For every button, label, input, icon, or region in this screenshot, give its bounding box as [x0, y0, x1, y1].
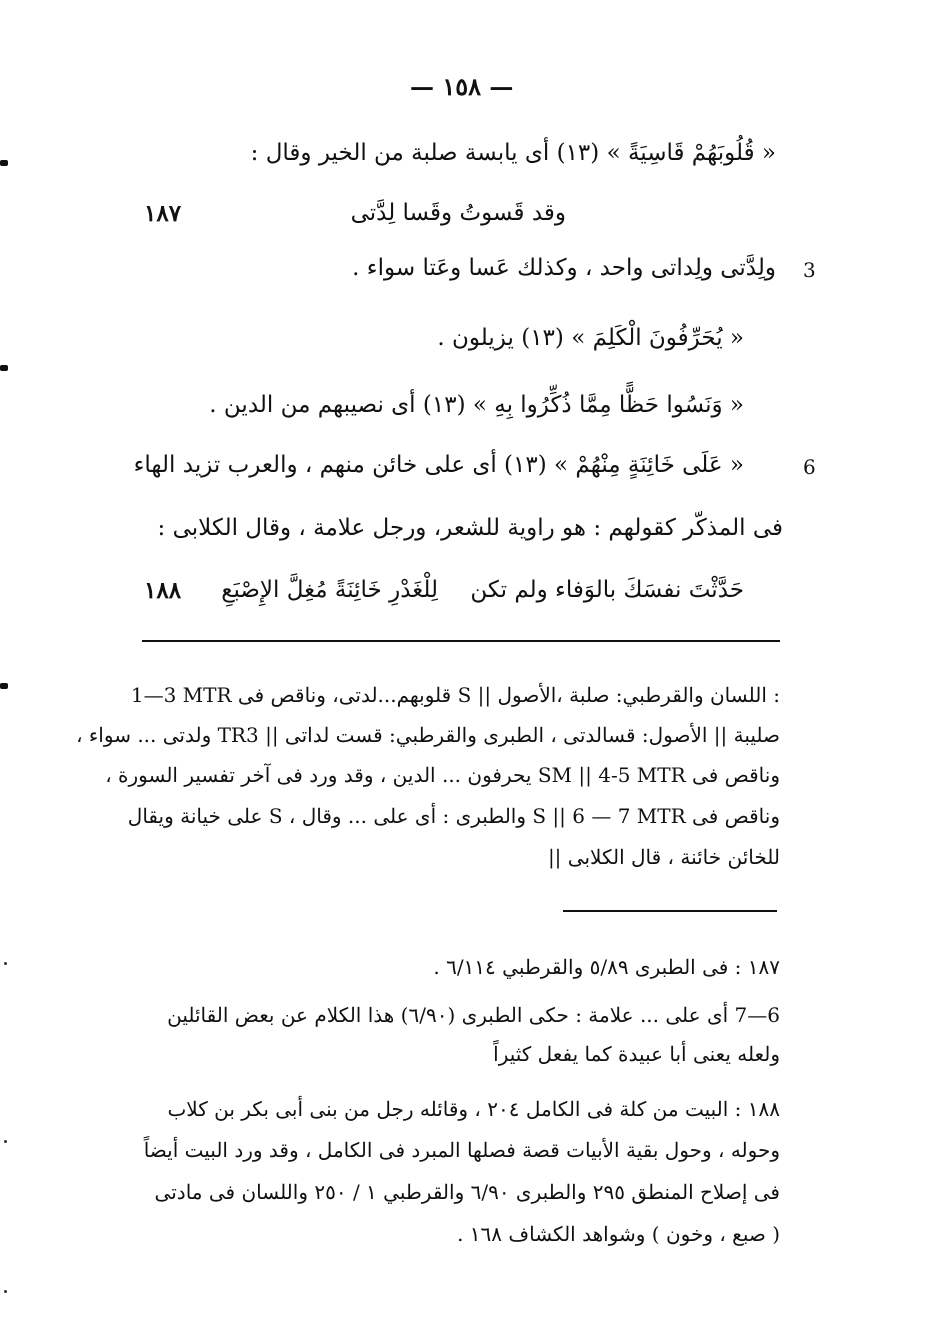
scan-dot: [4, 1140, 7, 1143]
scan-dot: [4, 1290, 7, 1293]
scan-dot: [4, 962, 7, 965]
notes-divider: [563, 910, 777, 912]
note-188-line-1: ١٨٨ : البيت من كلة فى الكامل ٢٠٤ ، وقائله رجل من بنى أبى بكر بن كلاب: [167, 1097, 780, 1121]
apparatus-line-2: صليبة || الأصول: قسالدتى ، الطبرى والقرطبي: قست لداتى || TR3 ولدتى ... سواء ،: [76, 723, 780, 747]
note-6-7-line-1: 6—7 أى على ... علامة : حكى الطبرى (٦/٩٠) هذا الكلام عن بعض القائلين: [167, 1003, 780, 1027]
scan-mark: [0, 365, 8, 371]
margin-line-3: 3: [803, 258, 816, 282]
apparatus-line-1: 1—3 MTR قلوبهم...لدتى، وناقص فى S || اللسان والقرطبي: صلبة ،الأصول :: [130, 683, 780, 707]
text-line-5: « وَنَسُوا حَظًّا مِمَّا ذُكِّرُوا بِهِ » (١٣) أى نصيبهم من الدين .: [209, 392, 744, 418]
apparatus-line-3: وناقص فى SM || 4-5 MTR يحرفون ... الدين ، وقد ورد فى آخر تفسير السورة ،: [105, 763, 780, 787]
verse-line-187: وقد قَسوتُ وقَسا لِدَّتى: [350, 200, 566, 226]
scan-mark: [0, 683, 8, 689]
text-line-4: « يُحَرِّفُونَ الْكَلِمَ » (١٣) يزيلون .: [437, 325, 744, 351]
verse-hemistich-right: حَدَّثْتَ نفسَكَ بالوَفاء ولم تكن: [470, 577, 744, 603]
text-line-7: فى المذكّر كقولهم : هو راوية للشعر، ورجل علامة ، وقال الكلابى :: [157, 515, 783, 541]
verse-number-187: ١٨٧: [144, 200, 182, 227]
text-line-1: « قُلُوبَهُمْ قَاسِيَةً » (١٣) أى يابسة صلبة من الخير وقال :: [250, 140, 776, 166]
text-line-6: « عَلَى خَائِنَةٍ مِنْهُمْ » (١٣) أى على خائن منهم ، والعرب تزيد الهاء: [133, 452, 744, 478]
text-line-3: ولِدَّتى ولِداتى واحد ، وكذلك عَسا وعَتا سواء .: [352, 255, 776, 281]
margin-line-6: 6: [803, 455, 816, 479]
note-188-line-4: ( صبع ، وخون ) وشواهد الكشاف ١٦٨ .: [457, 1222, 780, 1246]
apparatus-line-4: وناقص فى S || 6 — 7 MTR والطبرى : أى على ... وقال ، S على خيانة ويقال: [127, 804, 780, 828]
verse-hemistich-left: لِلْغَدْرِ خَائِنَةً مُغِلَّ الإِصْبَعِ: [221, 577, 438, 603]
scan-mark: [0, 160, 8, 166]
apparatus-line-5: للخائن خائنة ، قال الكلابى ||: [547, 845, 780, 869]
verse-number-188: ١٨٨: [144, 577, 182, 604]
note-188-line-2: وحوله ، وحول بقية الأبيات قصة فصلها المبرد فى الكامل ، وقد ورد البيت أيضاً: [143, 1138, 780, 1162]
apparatus-divider: [142, 640, 780, 642]
note-6-7-line-2: ولعله يعنى أبا عبيدة كما يفعل كثيراً: [493, 1042, 780, 1066]
note-188-line-3: فى إصلاح المنطق ٢٩٥ والطبرى ٦/٩٠ والقرطبي ١ / ٢٥٠ واللسان فى مادتى: [154, 1180, 780, 1204]
note-187: ١٨٧ : فى الطبرى ٥/٨٩ والقرطبي ٦/١١٤ .: [433, 955, 780, 979]
page-number: — ١٥٨ —: [410, 72, 514, 101]
